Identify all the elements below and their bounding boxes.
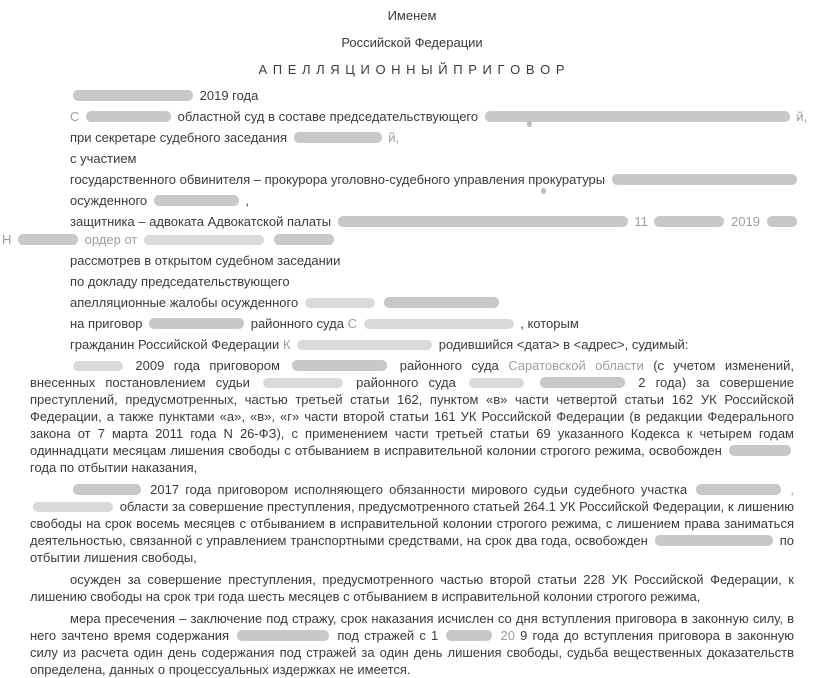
text-fragment: районного суда	[399, 358, 499, 373]
text-fragment: по докладу председательствующего	[70, 274, 290, 289]
intro-line-court	[70, 108, 808, 126]
text-fragment: областной суд в составе председательствующего	[177, 109, 479, 124]
intro-line-citizen	[70, 336, 794, 354]
redaction-bar	[446, 630, 492, 641]
text-fragment: года по отбытии наказания,	[30, 460, 198, 475]
text-fragment: государственного обвинителя – прокурора уголовно-судебного управления прокуратуры	[70, 172, 606, 187]
faint-text-fragment: 11	[634, 214, 648, 229]
intro-line-convict	[70, 192, 794, 210]
faint-text-fragment: Н	[2, 232, 12, 247]
text-fragment: мера пресечения – заключение под стражу, срок наказания исчислен со дня вступления приговора в законную силу, в него зачтено время содержания	[30, 611, 794, 643]
paragraph-prior-conviction-2009	[30, 357, 794, 476]
text-fragment: при секретаре судебного заседания	[70, 130, 288, 145]
intro-line-report	[70, 273, 794, 291]
redaction-bar	[154, 195, 239, 206]
text-fragment: 9 года до вступления приговора в законную силу из расчета один день содержания под стражей за один день лишения свободы, судьба вещественных доказательств определена, данных о процессуальных издержках не имеется.	[30, 628, 794, 677]
text-fragment: с участием	[70, 151, 137, 166]
faint-text-fragment: Саратовской области	[508, 358, 644, 373]
text-fragment: районного суда	[250, 316, 344, 331]
text-fragment: рассмотрев в открытом судебном заседании	[70, 253, 341, 268]
heading-in-the-name: Именем	[387, 8, 437, 23]
text-fragment: 2009 года приговором	[135, 358, 280, 373]
text-fragment: 2 года) за совершение преступлений, предусмотренных, частью третьей статьи 162, пунктом «в» части четвертой статьи 162 УК Российской Федерации, а также пунктами «а», «в», «г» части второй статьи 161 УК Российской Федерации (в редакции Федерального закона от 7 марта 2011 года N 26-ФЗ), с применением части третьей статьи 69 указанного Кодекса к четырем годам одиннадцати месяцам лишения свободы с отбыванием в исправительной колонии строгого режима, освобожден	[30, 375, 794, 458]
faint-text-fragment: 2019	[731, 214, 761, 229]
redaction-bar	[237, 630, 329, 641]
intro-line-date	[70, 87, 794, 105]
redaction-bar	[263, 378, 343, 388]
text-fragment: по отбытии лишения свободы,	[30, 533, 794, 565]
redaction-bar	[729, 445, 791, 456]
text-fragment: защитника – адвоката Адвокатской палаты	[70, 214, 332, 229]
intro-line-prosecutor	[70, 171, 794, 189]
redaction-bar	[612, 174, 797, 185]
redaction-bar	[294, 132, 382, 143]
faint-text-fragment: К	[282, 337, 291, 352]
intro-line-verdict-ref	[70, 315, 794, 333]
redaction-bar	[33, 502, 113, 512]
redaction-bar	[696, 484, 781, 495]
redaction-bar	[292, 360, 387, 371]
text-fragment: апелляционные жалобы осужденного	[70, 295, 299, 310]
faint-text-fragment: С	[347, 316, 357, 331]
text-fragment: осужден за совершение преступления, предусмотренного частью второй статьи 228 УК Российской Федерации, к лишению свободы на срок три года шесть месяцев с отбыванием в исправительной колонии строгого режима,	[30, 572, 794, 604]
text-fragment: 2019 года	[199, 88, 259, 103]
redaction-bar	[144, 235, 264, 245]
intro-line-defender	[70, 213, 794, 231]
redaction-bar	[384, 297, 499, 308]
text-fragment: ,	[245, 193, 250, 208]
redaction-bar	[73, 90, 193, 101]
artifact-dot	[541, 188, 546, 194]
redaction-bar	[767, 216, 797, 227]
paragraph-preventive-measure	[30, 610, 794, 678]
paragraph-current-conviction	[30, 571, 794, 605]
text-fragment: гражданин Российской Федерации	[70, 337, 280, 352]
text-fragment: осужденного	[70, 193, 148, 208]
faint-text-fragment: С	[70, 109, 80, 124]
heading-russian-federation: Российской Федерации	[341, 35, 483, 50]
intro-line-defender-cont	[2, 231, 794, 249]
text-fragment: (с учетом изменений, внесенных постановлением судьи	[30, 358, 794, 390]
redaction-bar	[364, 319, 514, 329]
redaction-bar	[469, 378, 524, 388]
intro-line-appeals	[70, 294, 794, 312]
redaction-bar	[297, 340, 432, 350]
redaction-bar	[86, 111, 171, 122]
faint-text-fragment: ордер от	[84, 232, 138, 247]
text-fragment: на приговор	[70, 316, 143, 331]
text-fragment: под стражей с 1	[337, 628, 439, 643]
faint-text-fragment: 20	[500, 628, 516, 643]
text-fragment: , которым	[520, 316, 579, 331]
redaction-bar	[73, 484, 141, 495]
redaction-bar	[338, 216, 628, 227]
paragraph-prior-conviction-2017	[30, 481, 794, 566]
faint-text-fragment: й,	[388, 130, 400, 145]
artifact-dot	[527, 121, 532, 127]
redaction-bar	[305, 298, 375, 308]
text-fragment: родившийся <дата> в <адрес>, судимый:	[438, 337, 689, 352]
redaction-bar	[540, 377, 625, 388]
redaction-bar	[655, 535, 773, 546]
redaction-bar	[149, 318, 244, 329]
text-fragment: области за совершение преступления, предусмотренного статьей 264.1 УК Российской Федерации, к лишению свободы на срок восемь месяцев с отбыванием в исправительной колонии строгого режима, с лишением права заниматься деятельностью, связанной с управлением транспортными средствами, на срок два года, освобожден	[30, 499, 794, 548]
intro-line-participation	[70, 150, 794, 168]
redaction-bar	[18, 234, 78, 245]
faint-text-fragment: й,	[796, 109, 808, 124]
text-fragment: 2017 года приговором исполняющего обязанности мирового судьи судебного участка	[150, 482, 688, 497]
intro-line-hearing	[70, 252, 794, 270]
redaction-bar	[274, 234, 334, 245]
faint-text-fragment: ,	[790, 482, 794, 497]
intro-line-secretary	[70, 129, 794, 147]
document-title: А П Е Л Л Я Ц И О Н Н Ы Й П Р И Г О В О Р	[258, 62, 566, 77]
text-fragment: районного суда	[356, 375, 456, 390]
redaction-bar	[654, 216, 724, 227]
redaction-bar	[73, 361, 123, 371]
